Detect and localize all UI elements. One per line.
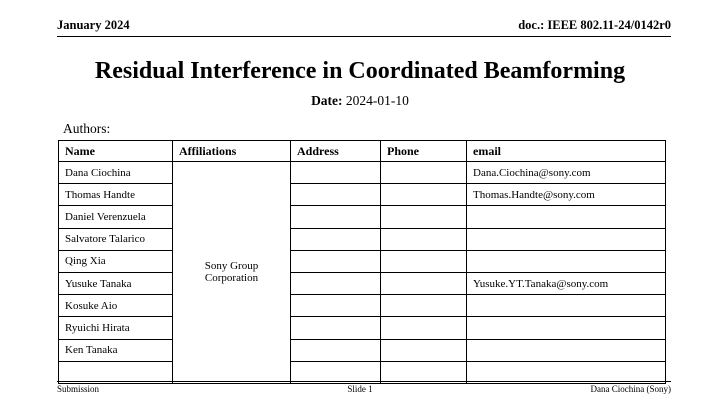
header-doc-id: doc.: IEEE 802.11-24/0142r0 <box>518 18 671 32</box>
author-name: Daniel Verenzuela <box>59 206 173 228</box>
header-date: January 2024 <box>57 18 130 32</box>
address-cell <box>291 272 381 294</box>
author-name: Kosuke Aio <box>59 295 173 317</box>
author-name: Dana Ciochina <box>59 162 173 184</box>
footer-divider <box>57 381 671 382</box>
date-line <box>0 93 720 109</box>
author-email: Dana.Ciochina@sony.com <box>467 162 666 184</box>
address-cell <box>291 317 381 339</box>
phone-cell <box>381 317 467 339</box>
authors-label: Authors: <box>63 121 111 136</box>
address-cell <box>291 206 381 228</box>
footer-slide-number: Slide 1 <box>347 384 373 394</box>
phone-cell <box>381 162 467 184</box>
author-email <box>467 250 666 272</box>
author-email <box>467 206 666 228</box>
address-cell <box>291 228 381 250</box>
table-row <box>59 206 666 228</box>
column-header-phone: Phone <box>381 141 467 162</box>
column-header-email: email <box>467 141 666 162</box>
author-name: Salvatore Talarico <box>59 228 173 250</box>
author-name: Ryuichi Hirata <box>59 317 173 339</box>
phone-cell <box>381 250 467 272</box>
address-cell <box>291 184 381 206</box>
address-cell <box>291 339 381 361</box>
table-row <box>59 339 666 361</box>
phone-cell <box>381 206 467 228</box>
author-email <box>467 339 666 361</box>
phone-cell <box>381 295 467 317</box>
author-email <box>467 295 666 317</box>
author-name: Qing Xia <box>59 250 173 272</box>
author-email <box>467 228 666 250</box>
phone-cell <box>381 272 467 294</box>
header-divider <box>57 36 671 37</box>
column-header-affiliations: Affiliations <box>173 141 291 162</box>
table-row <box>59 184 666 206</box>
table-row <box>59 162 666 184</box>
address-cell <box>291 162 381 184</box>
column-header-name: Name <box>59 141 173 162</box>
date-value: 2024-01-10 <box>345 93 409 108</box>
author-email <box>467 317 666 339</box>
table-header-row <box>59 141 666 162</box>
author-email: Yusuke.YT.Tanaka@sony.com <box>467 272 666 294</box>
phone-cell <box>381 184 467 206</box>
column-header-address: Address <box>291 141 381 162</box>
address-cell <box>291 250 381 272</box>
table-row <box>59 317 666 339</box>
table-row <box>59 250 666 272</box>
phone-cell <box>381 339 467 361</box>
table-row <box>59 295 666 317</box>
table-row <box>59 228 666 250</box>
address-cell <box>291 295 381 317</box>
footer-author: Dana Ciochina (Sony) <box>590 384 671 394</box>
affiliation-cell: Sony Group Corporation <box>173 162 291 384</box>
authors-table <box>58 140 666 384</box>
footer-submission: Submission <box>57 384 100 394</box>
author-name: Yusuke Tanaka <box>59 272 173 294</box>
author-email: Thomas.Handte@sony.com <box>467 184 666 206</box>
date-label: Date: <box>311 93 343 108</box>
table-row <box>59 272 666 294</box>
slide-title: Residual Interference in Coordinated Beamforming <box>94 58 626 84</box>
author-name: Thomas Handte <box>59 184 173 206</box>
author-name: Ken Tanaka <box>59 339 173 361</box>
phone-cell <box>381 228 467 250</box>
